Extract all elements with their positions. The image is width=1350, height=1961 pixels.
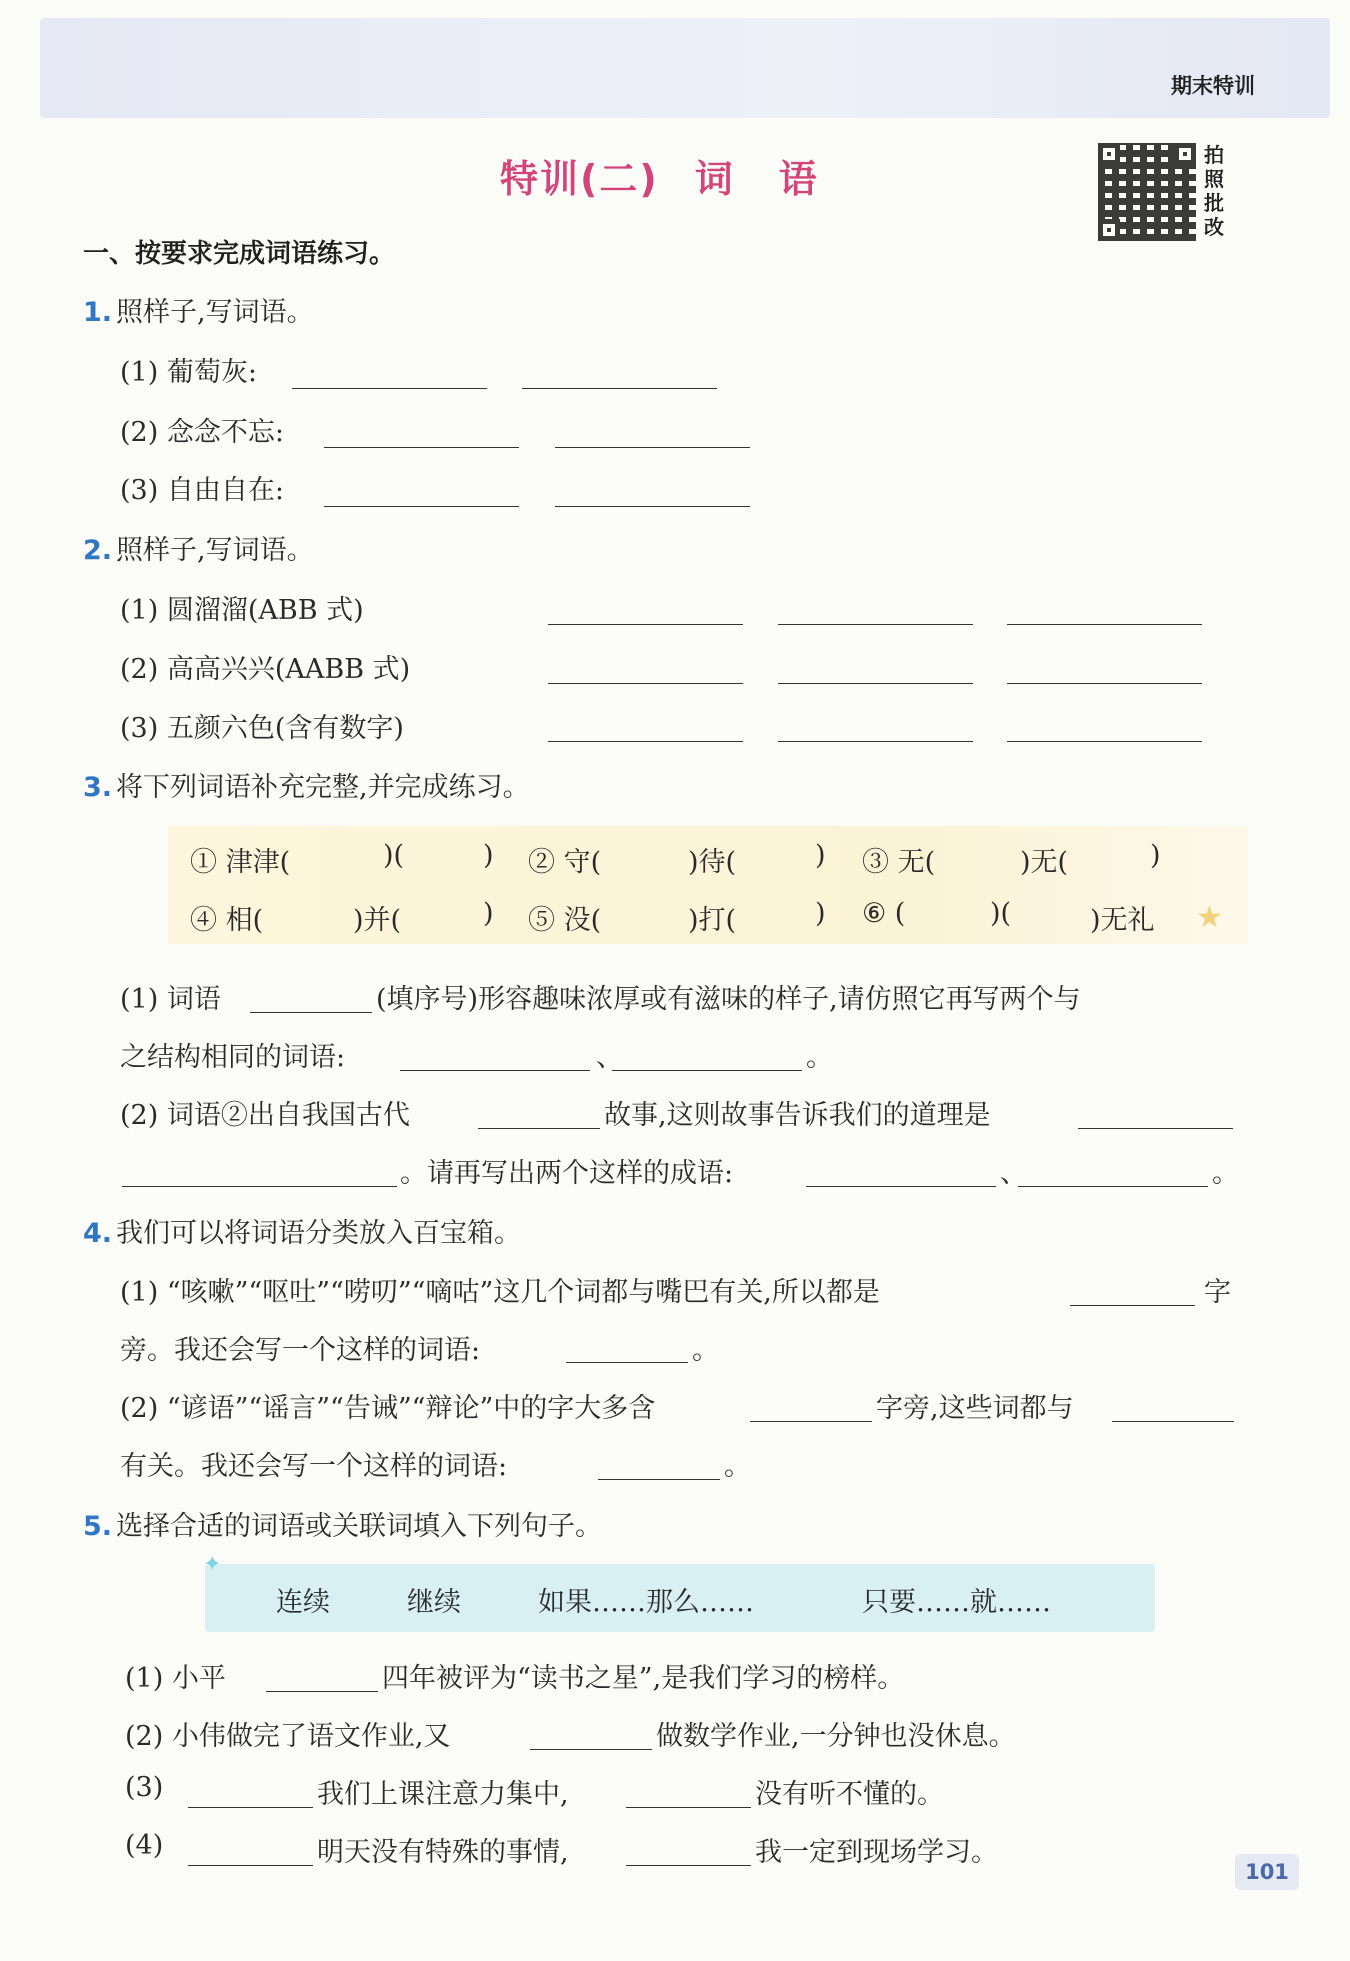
question-number: 4.: [83, 1218, 113, 1249]
q4-sub1-b: 字: [1204, 1277, 1231, 1308]
box-item: ⑥ (: [862, 898, 906, 929]
answer-blank[interactable]: [324, 506, 519, 507]
answer-blank[interactable]: [806, 1186, 996, 1187]
q3-sub1-c: 之结构相同的词语:: [120, 1042, 346, 1073]
q4-sub2-c: 有关。我还会写一个这样的词语:: [120, 1451, 508, 1482]
box-item: ): [815, 840, 826, 871]
answer-blank[interactable]: [612, 1070, 802, 1071]
option-word: 连续: [276, 1587, 330, 1618]
answer-blank[interactable]: [1007, 683, 1202, 684]
answer-blank[interactable]: [530, 1749, 652, 1750]
answer-blank[interactable]: [778, 741, 973, 742]
q5-s3-b: 我们上课注意力集中,: [317, 1779, 569, 1810]
header-band: [40, 18, 1330, 118]
question-number: 5.: [83, 1511, 113, 1542]
question-5: [83, 1504, 602, 1543]
q5-s4-c: 我一定到现场学习。: [755, 1837, 998, 1868]
page-number: 101: [1235, 1854, 1299, 1890]
q5-s4-a: (4): [125, 1830, 164, 1861]
q1-item: (1) 葡萄灰:: [120, 357, 257, 388]
question-number: 3.: [83, 772, 113, 803]
answer-blank[interactable]: [250, 1012, 372, 1013]
section-heading: 一、按要求完成词语练习。: [83, 239, 396, 269]
question-text: 选择合适的词语或关联词填入下列句子。: [116, 1511, 603, 1542]
question-number: 1.: [83, 297, 113, 328]
answer-blank[interactable]: [1007, 741, 1202, 742]
answer-blank[interactable]: [778, 683, 973, 684]
title-part2a: 词: [694, 157, 735, 201]
q4-sub2-a: (2) “谚语”“谣言”“告诫”“辩论”中的字大多含: [120, 1393, 656, 1424]
q4-sub2-b: 字旁,这些词都与: [876, 1393, 1074, 1424]
box-item: ② 守(: [528, 847, 602, 878]
q3-sub1-sep: 、: [596, 1042, 623, 1073]
answer-blank[interactable]: [522, 388, 717, 389]
answer-blank[interactable]: [750, 1421, 872, 1422]
answer-blank[interactable]: [555, 506, 750, 507]
question-1: [83, 290, 314, 329]
qr-code[interactable]: [1098, 143, 1196, 241]
qr-label-char: 拍: [1204, 143, 1224, 167]
box-item: ): [483, 840, 494, 871]
answer-blank[interactable]: [478, 1128, 600, 1129]
q5-s1-a: (1) 小平: [125, 1663, 226, 1694]
qr-finder: [1174, 143, 1196, 165]
box-item: )打(: [688, 905, 737, 936]
q3-sub1-end: 。: [806, 1042, 833, 1073]
question-text: 照样子,写词语。: [116, 297, 314, 328]
question-text: 我们可以将词语分类放入百宝箱。: [116, 1218, 522, 1249]
box-item: )并(: [353, 905, 402, 936]
q2-item: (1) 圆溜溜(ABB 式): [120, 595, 364, 626]
answer-blank[interactable]: [266, 1691, 378, 1692]
q5-s2-a: (2) 小伟做完了语文作业,又: [125, 1721, 451, 1752]
box-item: ④ 相(: [190, 905, 264, 936]
qr-finder: [1098, 219, 1120, 241]
q3-sub2-a: (2) 词语②出自我国古代: [120, 1100, 410, 1131]
q4-sub2-end: 。: [724, 1451, 751, 1482]
q3-sub2-c: 。请再写出两个这样的成语:: [400, 1158, 734, 1189]
qr-label-char: 照: [1204, 167, 1224, 191]
answer-blank[interactable]: [400, 1070, 590, 1071]
q5-s1-b: 四年被评为“读书之星”,是我们学习的榜样。: [382, 1663, 905, 1694]
answer-blank[interactable]: [555, 447, 750, 448]
option-word: 继续: [407, 1587, 461, 1618]
question-2: [83, 528, 314, 567]
page-title: [500, 148, 819, 203]
box-item: )(: [990, 898, 1012, 929]
qr-finder: [1098, 143, 1120, 165]
q5-s4-b: 明天没有特殊的事情,: [317, 1837, 569, 1868]
box-item: )无(: [1020, 847, 1069, 878]
question-number: 2.: [83, 535, 113, 566]
title-part2b: 语: [778, 157, 819, 201]
box-item: ③ 无(: [862, 847, 936, 878]
q4-sub1-end: 。: [692, 1335, 719, 1366]
q3-sub2-sep: 、: [1000, 1158, 1027, 1189]
answer-blank[interactable]: [122, 1186, 397, 1187]
box-item: )(: [383, 840, 405, 871]
box-item: ): [1150, 840, 1161, 871]
q1-item: (3) 自由自在:: [120, 475, 284, 506]
q3-sub1-b: (填序号)形容趣味浓厚或有滋味的样子,请仿照它再写两个与: [376, 984, 1081, 1015]
answer-blank[interactable]: [548, 624, 743, 625]
q5-s3-c: 没有听不懂的。: [755, 1779, 944, 1810]
q3-sub1-a: (1) 词语: [120, 984, 221, 1015]
box-item: ): [815, 898, 826, 929]
question-3: [83, 765, 530, 804]
q4-sub1-a: (1) “咳嗽”“呕吐”“唠叨”“嘀咕”这几个词都与嘴巴有关,所以都是: [120, 1277, 880, 1308]
qr-label-char: 批: [1204, 191, 1224, 215]
q5-s2-b: 做数学作业,一分钟也没休息。: [656, 1721, 1016, 1752]
option-word: 只要……就……: [862, 1587, 1051, 1618]
answer-blank[interactable]: [598, 1479, 720, 1480]
answer-blank[interactable]: [626, 1865, 751, 1866]
header-label: 期末特训: [1171, 74, 1255, 98]
answer-blank[interactable]: [1018, 1186, 1208, 1187]
qr-label: [1204, 143, 1228, 239]
q1-item: (2) 念念不忘:: [120, 417, 284, 448]
question-4: [83, 1211, 521, 1250]
question-text: 照样子,写词语。: [116, 535, 314, 566]
box-item: )待(: [688, 847, 737, 878]
q5-s3-a: (3): [125, 1772, 164, 1803]
box-item: )无礼: [1090, 905, 1155, 936]
answer-blank[interactable]: [188, 1807, 313, 1808]
box-item: ): [483, 898, 494, 929]
star-icon: ★: [1196, 900, 1223, 935]
option-word: 如果……那么……: [538, 1587, 754, 1618]
sparkle-icon: ✦: [203, 1552, 222, 1577]
box-item: ① 津津(: [190, 847, 291, 878]
q3-sub2-b: 故事,这则故事告诉我们的道理是: [604, 1100, 991, 1131]
box-item: ⑤ 没(: [528, 905, 602, 936]
answer-blank[interactable]: [1007, 624, 1202, 625]
answer-blank[interactable]: [1078, 1128, 1233, 1129]
answer-blank[interactable]: [626, 1807, 751, 1808]
answer-blank[interactable]: [188, 1865, 313, 1866]
answer-blank[interactable]: [548, 741, 743, 742]
q2-item: (3) 五颜六色(含有数字): [120, 713, 404, 744]
answer-blank[interactable]: [292, 388, 487, 389]
q4-sub1-c: 旁。我还会写一个这样的词语:: [120, 1335, 481, 1366]
answer-blank[interactable]: [1112, 1421, 1234, 1422]
q2-item: (2) 高高兴兴(AABB 式): [120, 654, 411, 685]
question-text: 将下列词语补充完整,并完成练习。: [116, 772, 530, 803]
qr-label-char: 改: [1204, 215, 1224, 239]
answer-blank[interactable]: [566, 1362, 688, 1363]
q3-sub2-end: 。: [1212, 1158, 1239, 1189]
answer-blank[interactable]: [1070, 1305, 1195, 1306]
answer-blank[interactable]: [548, 683, 743, 684]
answer-blank[interactable]: [324, 447, 519, 448]
title-part1: 特训(二): [500, 157, 659, 201]
answer-blank[interactable]: [778, 624, 973, 625]
